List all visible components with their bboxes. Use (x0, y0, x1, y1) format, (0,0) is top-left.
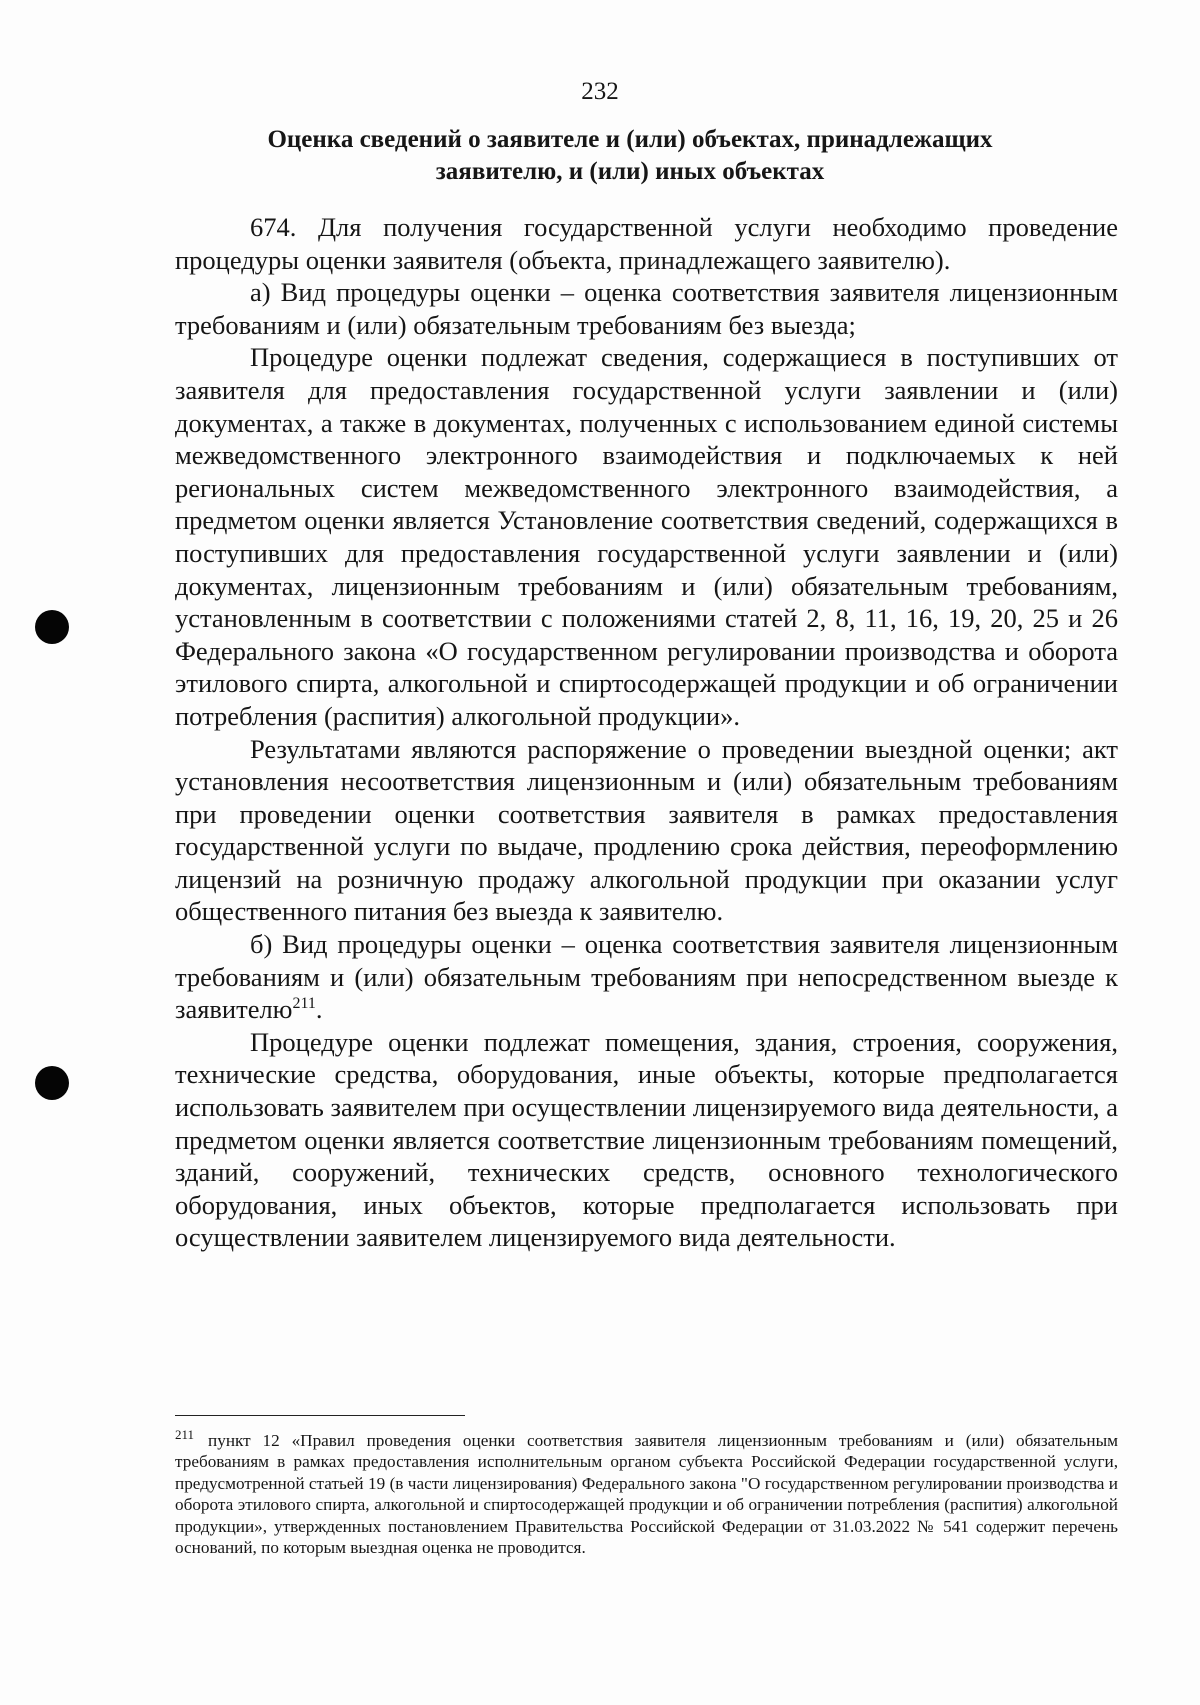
punch-hole-mark (35, 1066, 69, 1100)
section-heading-line: заявителю, и (или) иных объектах (435, 158, 825, 185)
paragraph-procedure-b-text: б) Вид процедуры оценки – оценка соответствия заявителя лицензионным требованиям и (или) обязательным требованиям при непосредственном выезде к заявителю (175, 929, 1118, 1025)
paragraph-assessment-subject-a: Процедуре оценки подлежат сведения, содержащиеся в поступивших от заявителя для предоставления государственной услуги заявлении и (или) документах, а также в документах, полученных с использованием единой системы межведомственного электронного взаимодействия и подключаемых к ней региональных систем межведомственного электронного взаимодействия, а предметом оценки является Установление соответствия сведений, содержащихся в поступивших для предоставления государственной услуги заявлении и (или) документах, лицензионным требованиям и (или) обязательным требованиям, установленным в соответствии с положениями статей 2, 8, 11, 16, 19, 20, 25 и 26 Федерального закона «О государственном регулировании производства и оборота этилового спирта, алкогольной и спиртосодержащей продукции и об ограничении потребления (распития) алкогольной продукции». (175, 342, 1118, 731)
page-number: 232 (581, 78, 619, 105)
footnote-reference[interactable]: 211 (292, 995, 316, 1013)
footnote (175, 1427, 1118, 1558)
footnote-number: 211 (175, 1427, 195, 1443)
paragraph-procedure-b (175, 928, 1118, 1026)
section-heading (170, 124, 1090, 188)
paragraph-procedure-a: а) Вид процедуры оценки – оценка соответствия заявителя лицензионным требованиям и (или) обязательным требованиям без выезда; (175, 277, 1118, 340)
punch-hole-mark (35, 610, 69, 644)
section-heading-line: Оценка сведений о заявителе и (или) объектах, принадлежащих (267, 126, 993, 153)
body-text (175, 211, 1118, 1254)
paragraph-procedure-b-end: . (315, 994, 323, 1025)
paragraph-results: Результатами являются распоряжение о проведении выездной оценки; акт установления несоответствия лицензионным и (или) обязательным требованиям при проведении оценки соответствия заявителя в рамках предоставления государственной услуги по выдаче, продлению срока действия, переоформлению лицензий на розничную продажу алкогольной продукции при оказании услуг общественного питания без выезда к заявителю. (175, 733, 1118, 927)
footnote-divider (175, 1415, 465, 1416)
paragraph-674: 674. Для получения государственной услуги необходимо проведение процедуры оценки заявителя (объекта, принадлежащего заявителю). (175, 212, 1118, 275)
paragraph-assessment-subject-b: Процедуре оценки подлежат помещения, здания, строения, сооружения, технические средства, оборудования, иные объекты, которые предполагается использовать заявителем при осуществлении лицензируемого вида деятельности, а предметом оценки является соответствие лицензионным требованиям помещений, зданий, сооружений, технических средств, основного технологического оборудования, иных объектов, которые предполагается использовать при осуществлении заявителем лицензируемого вида деятельности. (175, 1026, 1118, 1253)
footnote-text: пункт 12 «Правил проведения оценки соответствия заявителя лицензионным требованиям и (или) обязательным требованиям в рамках предоставления исполнительным органом субъекта Российской Федерации государственной услуги, предусмотренной статьей 19 (в части лицензирования) Федерального закона "О государственном регулировании производства и оборота этилового спирта, алкогольной и спиртосодержащей продукции и об ограничении потребления (распития) алкогольной продукции», утвержденных постановлением Правительства Российской Федерации от 31.03.2022 № 541 содержит перечень оснований, по которым выездная оценка не проводится. (175, 1431, 1118, 1558)
